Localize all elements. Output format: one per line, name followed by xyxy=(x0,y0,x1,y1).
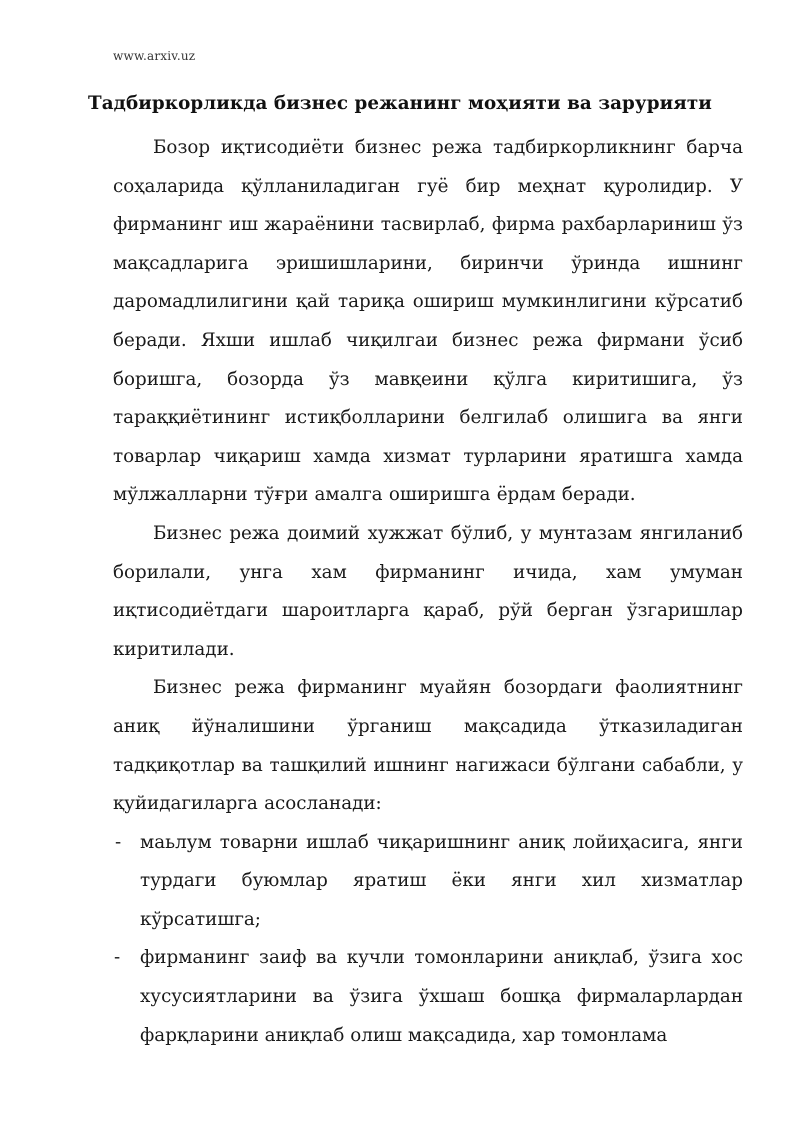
list-bullet: - xyxy=(115,831,122,853)
paragraph-3: Бизнес режа фирманинг муайян бозордаги фаолиятнинг аниқ йўналишини ўрганиш мақсадида ўтказиладиган тадқиқотлар ва ташқилий ишнинг нагижаси бўлгани сабабли, у қуйидагиларга асосланади: xyxy=(113,677,743,815)
document-title: Тадбиркорликда бизнес режанинг моҳияти ва зарурияти xyxy=(88,93,712,114)
requirements-list xyxy=(113,824,743,1056)
list-item-text: фирманинг заиф ва кучли томонларини аниқлаб, ўзига хос хусусиятларини ва ўзига ўхшаш бошқа фирмаларлардан фарқларини аниқлаб олиш мақсадида, хар томонлама xyxy=(140,947,743,1046)
document-body xyxy=(113,129,743,1055)
paragraph-1: Бозор иқтисодиёти бизнес режа тадбиркорликнинг барча соҳаларида қўлланиладиган гуё бир меҳнат қуролидир. У фирманинг иш жараёнини тасвирлаб, фирма рахбарлариниш ўз мақсадларига эришишларини, биринчи ўринда ишнинг даромадлилигини қай тариқа ошириш мумкинлигини кўрсатиб беради. Яхши ишлаб чиқилгаи бизнес режа фирмани ўсиб боришга, бозорда ўз мавқеини қўлга киритишига, ўз тараққиётининг истиқболларини белгилаб олишига ва янги товарлар чиқариш хамда хизмат турларини яратишга хамда мўлжалларни тўғри амалга оширишга ёрдам беради. xyxy=(113,137,743,506)
list-bullet: - xyxy=(114,947,121,969)
list-item-text: маьлум товарни ишлаб чиқаришнинг аниқ лойиҳасига, янги турдаги буюмлар яратиш ёки янги хил хизматлар кўрсатишга; xyxy=(140,831,743,930)
site-url: www.arxiv.uz xyxy=(113,49,196,63)
list-item xyxy=(113,824,743,940)
list-item xyxy=(113,939,743,1055)
paragraph-2: Бизнес режа доимий хужжат бўлиб, у мунтазам янгиланиб борилали, унга хам фирманинг ичида, хам умуман иқтисодиётдаги шароитларга қараб, рўй берган ўзгаришлар киритилади. xyxy=(113,522,743,660)
